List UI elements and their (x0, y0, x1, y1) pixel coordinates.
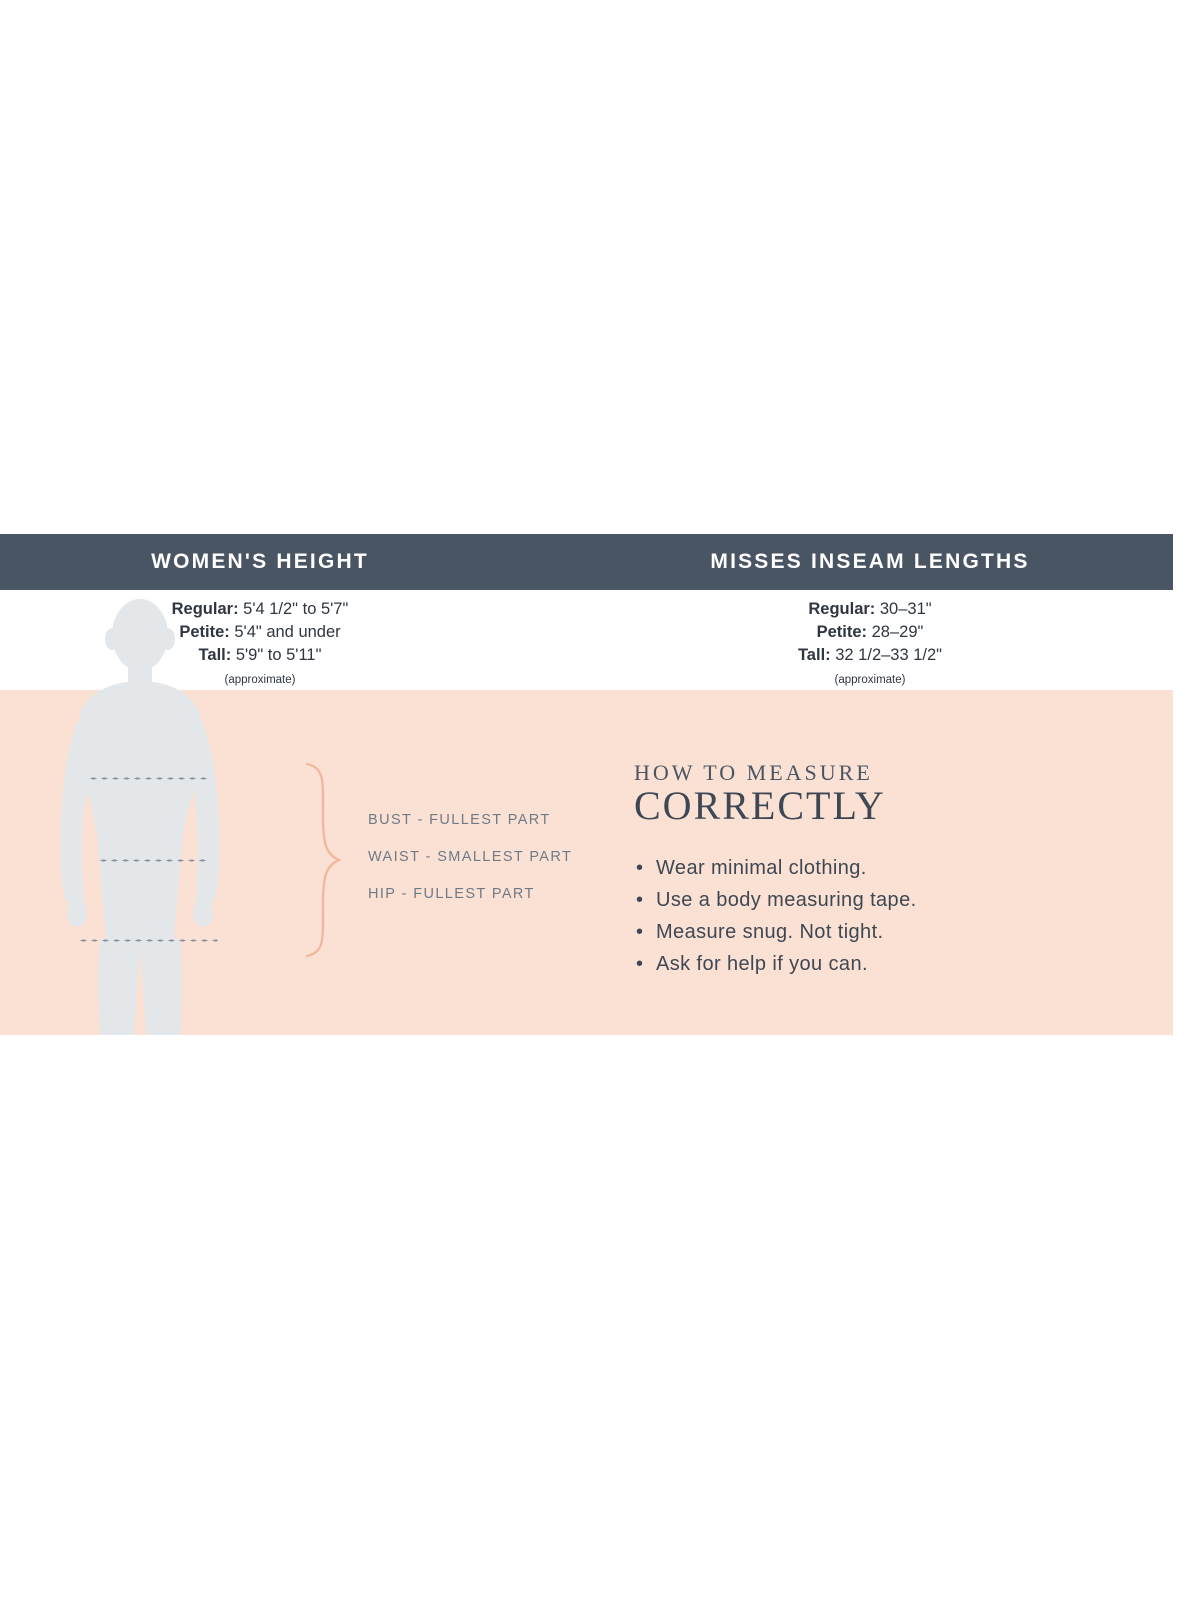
inseam-regular-label: Regular: (808, 600, 876, 618)
measure-point-list (368, 812, 628, 923)
height-regular-value: 5'4 1/2" to 5'7" (238, 600, 349, 618)
inseam-approx-note: (approximate) (834, 674, 906, 686)
waist-measure-line (98, 859, 206, 862)
measure-point-hip: HIP - FULLEST PART (368, 886, 535, 902)
list-item: • Measure snug. Not tight. (634, 916, 1104, 948)
height-petite-value: 5'4" and under (229, 623, 341, 641)
list-item: • Ask for help if you can. (634, 948, 1104, 980)
measure-point-waist: WAIST - SMALLEST PART (368, 849, 573, 865)
brace-bracket-icon (305, 762, 341, 958)
header-banner (0, 534, 1173, 590)
height-regular-label: Regular: (171, 600, 239, 618)
measure-point-bust: BUST - FULLEST PART (368, 812, 551, 828)
inseam-petite-row (620, 621, 1120, 644)
height-tall-value: 5'9" to 5'11" (231, 646, 322, 664)
height-tall-label: Tall: (198, 646, 232, 664)
inseam-regular-value: 30–31" (875, 600, 932, 618)
banner-column-inseam (620, 550, 1120, 574)
height-petite-label: Petite: (179, 623, 230, 641)
bust-measure-line (88, 777, 208, 780)
inseam-info-column (620, 590, 1120, 692)
list-item: • Use a body measuring tape. (634, 884, 1104, 916)
misses-inseam-title: MISSES INSEAM LENGTHS (710, 550, 1030, 573)
inseam-petite-label: Petite: (816, 623, 868, 641)
height-approx-note: (approximate) (224, 674, 296, 686)
inseam-regular-row (620, 598, 1120, 621)
list-item: • Wear minimal clothing. (634, 852, 1104, 884)
hip-measure-line (78, 939, 218, 942)
inseam-tall-row (620, 644, 1120, 667)
inseam-tall-label: Tall: (797, 646, 831, 664)
how-to-measure-kicker: HOW TO MEASURE (634, 760, 873, 785)
inseam-petite-value: 28–29" (867, 623, 924, 641)
how-to-measure-section (634, 760, 1104, 980)
how-to-measure-tips (634, 852, 1104, 980)
inseam-tall-value: 32 1/2–33 1/2" (830, 646, 943, 664)
female-silhouette-icon (40, 595, 280, 1035)
how-to-measure-title: CORRECTLY (634, 783, 886, 828)
womens-height-title: WOMEN'S HEIGHT (151, 550, 369, 573)
banner-column-height (0, 550, 520, 574)
